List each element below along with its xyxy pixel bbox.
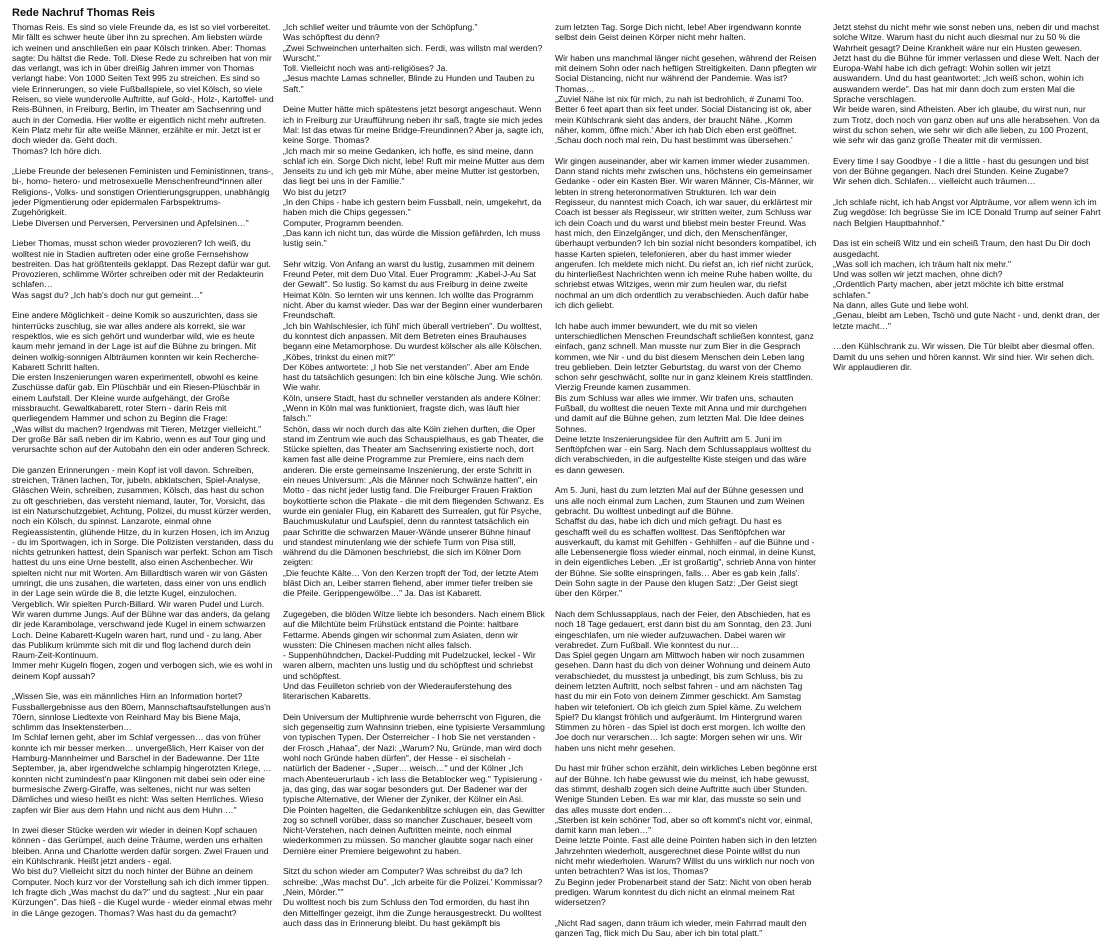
paragraph: „Ich schlafe nicht, ich hab Angst vor Alpträume, vor allem wenn ich im Zug wegdöse: Ich begrüsse Sie im ICE Donald Trump auf seiner Fahrt nach Belgien Hauptbahnhof." (833, 197, 1101, 228)
paragraph: In zwei dieser Stücke werden wir wieder in deinen Kopf schauen können - das Gerümpel, auch deine Träume, werden uns erhalten bleiben. Anna und Charlotte werden dafür sorgen. Zwei Frauen und ein Kühlschrank. Heißt jetzt anders - egal. Wo bist du? Vielleicht sitzt du noch hinter der Bühne an deinem Computer. Noch kurz vor der Vorstellung sah ich dich immer tippen. Ich fragte dich „Was machst du da?" und du sagtest: „Nur ein paar Kürzungen". Das hieß - die Kugel wurde - wieder einmal etwas mehr in die Länge gezogen. Thomas? Was hast du da gemacht? (12, 825, 273, 918)
paragraph: Lieber Thomas, musst schon wieder provozieren? Ich weiß, du wolltest nie in Stadien auftreten oder eine große Fernsehshow bestreiten. Das hat größtenteils geklappt. Das Rezept dafür war gut. Provozieren, schlimme Wörter schreiben oder mit der Redakteurin schlafen… Was sagst du? „Ich hab's doch nur gut gemeint…" (12, 238, 271, 300)
text-column-2 (283, 22, 545, 928)
paragraph: Dein Universum der Multiphrenie wurde beherrscht von Figuren, die sich gegenseitig zum Wahnsinn trieben, eine typisierte Versammlung von typischen Typen. Der Österreicher - I hob Sie net verstanden - der Frosch „Hahaa", der Nazi: „Warum? Nu, Gründe, man wird doch wohl noch Gründe haben dürfen", der Hesse - ei sischelah - natürlich der Badener - „Super… weisch…" und der Kölner „Ich mach Abenteuerurlaub - ich lass die Betablocker weg." Typisierung - ja, das ging, das war sogar besonders gut. Der Badener war der typische Alternative, der Wiener der Zyniker, der Kölner ein Asi. Die Pointen hagelten, die Gedankenblitze schlugen ein, das Gewitter zog so schnell vorüber, dass so mancher Zuschauer, beseelt vom Nicht-Verstehen, nach deinen Auftritten meinte, noch einmal wiederkommen zu müssen. So mancher glaubte sogar nach einer Dernière einer Premiere beigewohnt zu haben. (283, 711, 545, 856)
text-column-1 (12, 22, 274, 918)
paragraph: Sitzt du schon wieder am Computer? Was schreibst du da? Ich schreibe: „Was machst Du". „Ich arbeite für die Polizei.' Kommissar? „Nein, Mörder."" Du wolltest noch bis zum Schluss den Tod ermorden, du hast ihn den Mittelfinger gezeigt, ihm die Zunge herausgestreckt. Du wolltest auch dass das in Erinnerung bleibt. Du hast gekämpft bis (283, 866, 543, 928)
paragraph: Du hast mir früher schon erzählt, dein wirkliches Leben begönne erst auf der Bühne. Ich habe gewusst wie du meinst, ich habe gewusst, das stimmt, deshalb zogen sich deine Auftritte auch über Stunden. Wenige Stunden Leben. Es war mir klar, das musste so sein und das alles musste dort enden… „Sterben ist kein schöner Tod, aber so oft kommt's nicht vor, einmal, damit kann man leben…" Deine letzte Pointe. Fast alle deine Pointen haben sich in den letzten Jahrzehnten wiederholt, ausgerechnet diese Pointe willst du nun nicht mehr wiederholen. Warum? Willst du uns wirklich nur noch von unten betrachten? Was ist los, Thomas? Zu Beginn jeder Probenarbeit stand der Satz: Nicht von oben herab predigen. Warum konntest du dich nicht an einmal meinem Rat widersetzen? (555, 763, 817, 908)
paragraph: „Wissen Sie, was ein männliches Hirn an Information hortet? Fussballergebnisse aus den 80ern, Mannschaftsaufstellungen aus'n 70ern, sinnlose Liedtexte von Reinhard May bis Biene Maja, schlimm das Insektensterben… Im Schlaf lernen geht, aber im Schlaf vergessen… das von früher konnte ich mir besser merken… unvergeßlich, Herr Kaiser von der Hamburg-Mannheimer und Barschel in der Badewanne. Der 11te September, ja, aber irgendwelche schlampig hingerotzten Kriege, …konnten nicht zumindest'n paar Klingonen mit dabei sein oder eine burmesische Zwerg-Giraffe, was seltenes, nicht nur was selten Dämliches und wieso heißt es nicht: Was selten Herrliches. Wieso zapfen wir Bier aus dem Hahn und nicht aus dem Huhn …" (12, 691, 272, 815)
paragraph: „Liebe Freunde der belesenen Feministen und Feministinnen, trans-, bi-, homo- hetero- und metrosexuelle Menschenfreund*innen aller Religions-, Volks- und sonstigen Orientierungsgruppen, unabhängig jeder Pigmentierung oder epidermalen Farbspektrums-Zugehörigkeit. Liebe Diversen und Perversen, Perversinen und Apfelsinen…" (12, 166, 274, 228)
paragraph: Jetzt stehst du nicht mehr wie sonst neben uns, neben dir und machst solche Witze. Warum hast du nicht auch diesmal nur zu 50 % die Wahrheit gesagt? Deine Krankheit wäre nur ein Husten gewesen. Jetzt hast du die Bühne für immer verlassen und diese Welt. Nach der Europa-Wahl habe ich dich gefragt: Wohin sollen wir jetzt auswandern. Und du hast geantwortet: „Ich weiß schon, wohin ich auswandern werde". Das hat mir dann doch zum ersten Mal die Sprache verschlagen. Wir beide waren, sind Atheisten. Aber ich glaube, du wirst nun, nur zum Trotz, doch noch von ganz oben auf uns alle herabsehen. Von da wirst du schon sehen, wie sehr wir dich alle lieben, zu 100 Prozent, wie sehr wir das ganz große Theater mit dir vermissen. (833, 22, 1100, 146)
paragraph: Ich habe auch immer bewundert, wie du mit so vielen unterschiedlichen Menschen Freundschaft schließen konntest, ganz einfach, ganz schnell. Man musste nur zum Bier in die Gesprach kommen, wie Nir - und du bist diesem Menschen dein Leben lang treu geblieben. Dein letzter Geburtstag, du warst von der Chemo schon sehr geschwächt, sollte nur in ganz kleinem Kreis stattfinden. Vierzig Freunde kamen zusammen. Bis zum Schluss war alles wie immer. Wir trafen uns, schauten Fußball, du wolltest die neuen Texte mit Anna und mir durchgehen und damit auf die Bühne gehen, zum letzten Mal. Die Idee deines Sohnes. Deine letzte Inszenierungsidee für den Auftritt am 5. Juni im Senftöpfchen war - ein Sarg. Nach dem Schlussapplaus wolltest du dich verabschieden, in die aufgestellte Kiste steigen und das wäre es dann gewesen. (555, 320, 814, 475)
paragraph: Every time I say Goodbye - I die a little - hast du gesungen und bist von der Bühne gegangen. Nach drei Stunden. Keine Zugabe? Wir sehen dich. Schlafen… vielleicht auch träumen… (833, 155, 1089, 187)
paragraph: Eine andere Möglichkeit - deine Komik so auszurichten, dass sie hinterrücks zuschlug, sie war alles andere als korrekt, sie war respektlos, wie es sich gehört und wunderbar wild, wie es heute kaum mehr jemand in der Lage ist auf die Bühne zu bringen. Mit deinen wolkig-sonnigen Albträumen konnten wir kein Recherche-Kabarett Schritt halten. Die ersten Inszenierungen waren experimentell, obwohl es keine Zuschüsse dafür gab. Ein Plüschbär und ein Riesen-Plüschbär in einem Laufstall. Der Kleine wurde aufgehängt, der Große missbraucht. Gewaltkabarett, roter Stern - darin Reis mit querliegendem Hammer und schon zu Beginn die Frage: „Was willst du machen? Irgendwas mit Tieren, Metzger vielleicht." Der große Bär saß neben dir im Kabrio, wenn es auf Tour ging und verursachte schon auf der Autobahn den ein oder anderen Schreck. (12, 310, 270, 455)
paragraph: Thomas Reis. Es sind so viele Freunde da, es ist so viel vorbereitet. Mir fällt es schwer heute über ihn zu sprechen. Am liebsten würde ich weinen und anschließen ein paar Kölsch trinken. Aber: Thomas sagte: Du hältst die Rede. Toll. Diese Rede zu schreiben hat von mir das verlangt, was ich in über dreißig Jahren immer von Thomas verlangt habe: Von 1000 Seiten Text 995 zu streichen. Es sind so viele Erinnerungen, so viele Fußballspiele, so viel Kölsch, so viele Reisen, so viele wundervolle Auftritte, auf Gold-, Holz-, Kartoffel- und Reis-Bühnen, in Freiburg, Berlin, im Theater am Sachsenring und auch in der Comedia. Hier wollte er eigentlich nicht mehr auftreten. Kein Platz mehr für alte weiße Männer, erzählte er mir. Jetzt ist er doch wieder da. Geht doch. Thomas? Ich höre dich. (12, 22, 274, 156)
paragraph: Sehr witzig. Von Anfang an warst du lustig, zusammen mit deinem Freund Peter, mit dem Duo Vital. Euer Programm: „Kabel-J-Au Sat der Gewalt". So lustig. So kamst du aus Freiburg in deine zweite Heimat Köln. So lernten wir uns kennen. Ich wollte das Programm nicht. Aber du kamst wieder. Das war der Beginn einer wunderbaren Freundschaft. „Ich bin Wahlschlesier, ich fühl' mich überall vertrieben". Du wolltest, du konntest dich anpassen. Mit dem Betreten eines Brauhauses begann eine Metamorphose. Du wurdest kölscher als alle Kölschen. „Köbes, trinkst du einen mit?" Der Köbes antwortete: „I hob Sie net verstanden". Aber am Ende hast du tatsächlich gesungen: Ich bin eine kölsche Jung. Wie schön. Wie wahr. Köln, unsere Stadt, hast du schneller verstanden als andere Kölner: „Wenn in Köln mal was funktioniert, fragste dich, was läuft hier falsch." Schön, dass wir noch durch das alte Köln ziehen durften, die Oper stand im Zentrum wie auch das Schauspielhaus, es gab Theater, die Stücke spielten, das Theater am Sachsenring existierte noch, dort kamen fast alle deine Programme zur Premiere, eins nach dem anderen. Die erste gemeinsame Inszenierung, der erste Schritt in ein neues Universum: „Als die Männer noch Schwänze hatten", ein Motto - das nicht jeder lustig fand. Die Freiburger Frauen Fraktion boykottierte schon die Plakate - die mit dem fliegenden Schwanz. Es wurde ein genialer Flug, ein Kabarett des Surrealen, gut für Psyche, Bauchmuskulatur und Laufspiel, denn du ranntest tatsächlich ein paar Schritte die schwarzen Mauer-Wände unserer Bühne hinauf und standest minutenlang wie der schiefe Turm von Pisa still, während du die Dämonen beschriebst, die sich im Kölner Dom zeigten: „Die feuchte Kälte… Von den Kerzen tropft der Tod, der letzte Atem bläst Dich an, Leiber starren flehend, aber immer tiefer treiben sie die Pfeile. Gerippengewölbe…" Ja. Das ist Kabarett. (283, 258, 544, 599)
paragraph: Zugegeben, die blöden Witze liebte ich besonders. Nach einem Blick auf die Milchtüte beim Frühstück entstand die Pointe: haltbare Fettarme. Abends gingen wir schonmal zum Asiaten, denn wir wussten: Die Chinesen machen nicht alles falsch. - Suppenhühndchen, Dackel-Pudding mit Pudelzuckel, leckel - Wir waren albern, machten uns lustig und du schöpftest und schriebst und schöpftest. Und das Feuilleton schrieb von der Wiederauferstehung des literarischen Kabaretts. (283, 608, 545, 702)
paragraph: „Ich schlief weiter und träumte von der Schöpfung." Was schöpftest du denn? „Zwei Schweinchen unterhalten sich. Ferdi, was willstn mal werden? Wurscht." Toll. Vielleicht noch was anti-religiöses? Ja. „Jesus machte Lamas schneller, Blinde zu Hunden und Tauben zu Saft." (283, 22, 543, 94)
text-column-4 (833, 22, 1101, 898)
paragraph: Wir haben uns manchmal länger nicht gesehen, während der Reisen mit deinem Sohn oder nach heftigen Streitigkeiten. Dann pflegten wir Social Distancing, nicht nur während der Pandemie. Was ist? Thomas… „Zuviel Nähe ist nix für mich, zu nah ist bedrohlich, # Zunami Too. Better 6 feet apart than six feet under. Social Distancing ist ok, aber mein Kühlschrank sieht das anders, der braucht Nähe. „Komm näher, komm, öffne mich.' Aber ich hab Dich eben erst geöffnet. ‚Schau doch noch mal rein, Du hast bestimmt was übersehen.' (555, 52, 817, 146)
paragraph: zum letzten Tag. Sorge Dich nicht, lebe! Aber irgendwann konnte selbst dein Geist deinen Körper nicht mehr halten. (555, 22, 802, 43)
paragraph: Wir gingen auseinander, aber wir kamen immer wieder zusammen. Dann stand nichts mehr zwischen uns, höchstens ein gemeinsamer Gedanke - oder ein Kasten Bier. Wir waren Männer, Cis-Männer, wir lebten in streng heteronormativen Strukturen. Ich war dein Regisseur, du nanntest mich Coach, ich war sauer, du erklärtest mir Coach ist besser als Regisseur, wir stritten weiter, zum Schluss war ich dein Coach und du warst und bliebst mein bester Freund. Was hast mich, den Einzelgänger, und dich, den Menschenfänger, überhaupt verbunden? Ich bin sozial nicht besonders kompatibel, ich hasse Karten spielen, telefonieren, aber du hast immer wieder angerufen. Ich meldete mich nicht. Du riefst an, ich rief nicht zurück, du hinterließest Nachrichten wenn ich meine Ruhe haben wollte, du schriebst etwas Witziges, wenn mir zum heulen war, du riefst nochmal an um dich ordentlich zu verabschieden. Auch dafür habe ich dich geliebt. (555, 155, 817, 311)
paragraph: Die ganzen Erinnerungen - mein Kopf ist voll davon. Schreiben, streichen, Tränen lachen, Tor, jubeln, abklatschen, Spiel-Analyse, Gläschen Wein, schreiben, zusammen, Kölsch, das hast du schon zu oft geschrieben, das versteht niemand, lauter, Tor, Vorsicht, das ist ein Naturschutzgebiet, Achtung, Polizei, du musst kürzer werden, noch ein Kölsch, du spinnst. Lanzarote, einmal ohne Regieassistentin, glühende Hitze, du in kurzen Hosen, ich im Anzug - du im Sportwagen, ich in Sorge. Die Polizisten verstanden, dass du nichts getrunken hattest, dein Spanisch war perfekt. Schon am Tisch hattest du uns eine Urne bestellt, also einen Aschenbecher. Wir spielten nicht nur mit Worten. Am Billardtisch waren wir von Gästen umringt, die uns zusahen, die warteten, dass einer von uns endlich in der Lage sein würde die 8, die letzte Kugel, einzulochen. Vergeblich. Wir spielten Purch-Billard. Wir waren Pudel und Lurch. Wir waren dumme Jungs. Auf der Bühne war das anders, da gelang dir jede Karambolage, verschwand jede Kugel in einem schwarzen Loch. Deine Kabarett-Kugeln waren hart, rund und - zu lang. Aber das Publikum krümmte sich mit dir und flog lachend durch dein Raum-Zeit-Kontinuum. Immer mehr Kugeln flogen, zogen und verbogen sich, wie es wohl in deinem Kopf aussah? (12, 464, 274, 681)
text-column-3 (555, 22, 817, 938)
paragraph: „Nicht Rad sagen, dann träum ich wieder, mein Fahrrad mault den ganzen Tag, flick mich Du Sau, aber ich bin total platt." (555, 917, 807, 938)
paragraph: Das ist ein scheiß Witz und ein scheiß Traum, den hast Du Dir doch ausgedacht. „Was soll ich machen, ich träum halt nix mehr." Und was sollen wir jetzt machen, ohne dich? „Ordentlich Party machen, aber jetzt möchte ich bitte erstmal schlafen." Na dann, alles Gute und liebe wohl. „Genau, bleibt am Leben, Tschö und gute Nacht - und, denkt dran, der letzte macht…" (833, 238, 1100, 331)
paragraph: Deine Mutter hätte mich spätestens jetzt besorgt angeschaut. Wenn ich in Freiburg zur Uraufführung neben ihr saß, fragte sie mich jedes Mal: Ist das etwas für meine Bridge-Freundinnen? Aber ja, sagte ich, keine Sorge. Thomas? „Ich mach mir so meine Gedanken, ich hoffe, es sind meine, dann schlaf ich ein. Sorge Dich nicht, lebe! Ruft mir meine Mutter aus dem Jenseits zu und ich geb mir Mühe, aber meine Mutter ist gestorben, das liegt bei uns in der Familie." Wo bist du jetzt? „In den Chips - habe ich gestern beim Fussball, nein, umgekehrt, da haben mich die Chips gegessen." Computer, Programm beenden. „Das kann ich nicht tun, das würde die Mission gefährden, Ich muss lustig sein." (283, 104, 545, 249)
paragraph: …den Kühlschrank zu. Wir wissen. Die Tür bleibt aber diesmal offen. Damit du uns sehen und hören kannst. Wir sind hier. Wir sehen dich. Wir applaudieren dir. (833, 341, 1095, 372)
paragraph: Am 5. Juni, hast du zum letzten Mal auf der Bühne gesessen und uns alle noch einmal zum Lachen, zum Staunen und zum Weinen gebracht. Du wolltest unbedingt auf die Bühne. Schaffst du das, habe ich dich und mich gefragt. Du hast es geschafft weil du es schaffen wolltest. Das Senftöpfchen war ausverkauft, du kamst mit Gehilfen - Gehhilfen - auf die Bühne und - alle Lebensenergie floss wieder einmal, noch einmal, in deine Kunst, in dein eigentliches Leben. „Er ist großartig", schrieb Anna von hinter der Bühne. Sie sollte einspringen, falls… Aber es gab kein ‚falls'. Dein Sohn sagte in der Pause den klugen Satz: „Der Geist siegt über den Körper." (555, 485, 817, 599)
paragraph: Nach dem Schlussapplaus, nach der Feier, den Abschieden, hat es noch 18 Tage gedauert, erst dann bist du am Sonntag, den 23. Juni eingeschlafen, um nie wieder aufzuwachen. Dabei waren wir verabredet. Zum Fußball. Wie konntest du nur… Das Spiel gegen Ungarn am Mittwoch haben wir noch zusammen gesehen. Dann hast du dich von deiner Wohnung und deinem Auto verabschiedet, du musstest ja unbedingt, bis zum Schluss, bis zu deinem letzten Auftritt, noch selbst fahren - und am nächsten Tag hast du mir ein Foto von deinem Zimmer geschickt. Am Samstag haben wir telefoniert. Ob ich gleich zum Spiel käme. Zu welchem Spiel? Du klangst fröhlich und aufgeräumt. Im Hintergrund waren Stimmen zu hören - das Spiel ist doch erst morgen. Ich wollte den Joe doch nur verarschen… Ich sagte: Morgen sehen wir uns. Wir haben uns nicht mehr gesehen. (555, 608, 812, 753)
document-title: Rede Nachruf Thomas Reis (12, 7, 156, 19)
